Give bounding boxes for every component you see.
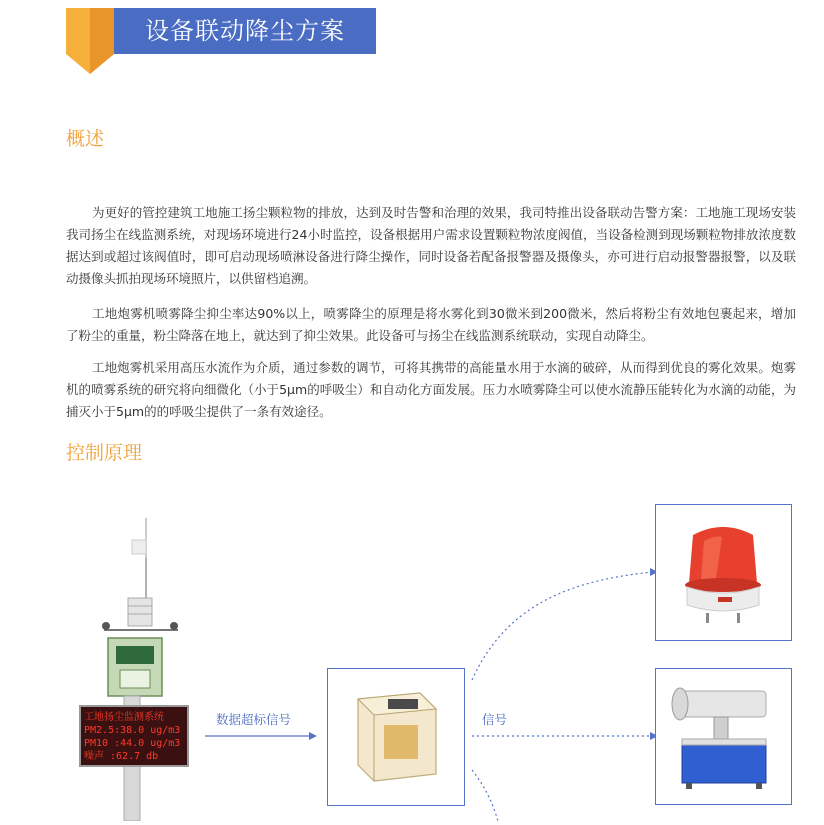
alarm-light-icon <box>656 505 790 639</box>
arrow-label-data-signal: 数据超标信号 <box>216 712 292 727</box>
led-line-title: 工地扬尘监测系统 <box>84 712 164 723</box>
fog-cannon-frame <box>655 668 792 805</box>
paragraph-1: 为更好的管控建筑工地施工扬尘颗粒物的排放，达到及时告警和治理的效果，我司特推出设备联动告警方案：工地施工现场安装我司扬尘在线监测系统，对现场环境进行24小时监控，设备根据用户需求设置颗粒物浓度阀值，当设备检测到现场颗粒物排放浓度数据达到或超过该阀值时，即可启动现场喷淋设备进行降尘操作，同时设备若配备报警器及摄像头，亦可进行启动报警器报警，以及联动摄像头抓拍现场环境照片，以供留档追溯。 <box>66 205 796 286</box>
paragraph-3: 工地炮雾机采用高压水流作为介质，通过参数的调节，可将其携带的高能量水用于水滴的破碎，从而得到优良的雾化效果。炮雾机的喷雾系统的研究将向细微化（小于5μm的呼吸尘）和自动化方面发展。压力水喷雾降尘可以使水流静压能转化为水滴的动能，为捕灭小于5μm的的呼吸尘提供了一条有效途径。 <box>66 360 796 419</box>
arrow-label-signal: 信号 <box>482 712 508 727</box>
header-chevron-icon <box>66 8 114 74</box>
monitoring-station-image <box>76 518 196 821</box>
relay-frame <box>327 668 465 806</box>
signal-connectors <box>468 520 660 821</box>
arrow-right-icon <box>205 730 317 742</box>
paragraph-2: 工地炮雾机喷雾降尘抑尘率达90%以上，喷雾降尘的原理是将水雾化到30微米到200微米，然后将粉尘有效地包裹起来，增加了粉尘的重量，粉尘降落在地上，就达到了抑尘效果。此设备可与扬尘在线监测系统联动，实现自动降尘。 <box>66 306 796 343</box>
page-title: 设备联动降尘方案 <box>114 8 376 54</box>
fog-cannon-icon <box>656 669 790 803</box>
led-line-noise: 噪声 :62.7 db <box>84 751 159 762</box>
control-heading: 控制原理 <box>66 442 143 464</box>
led-line-pm10: PM10 :44.0 ug/m3 <box>84 738 181 749</box>
overview-heading: 概述 <box>66 128 105 150</box>
alarm-frame <box>655 504 792 641</box>
relay-icon <box>328 669 463 804</box>
led-line-pm25: PM2.5:38.0 ug/m3 <box>84 725 181 736</box>
led-display <box>84 711 186 763</box>
